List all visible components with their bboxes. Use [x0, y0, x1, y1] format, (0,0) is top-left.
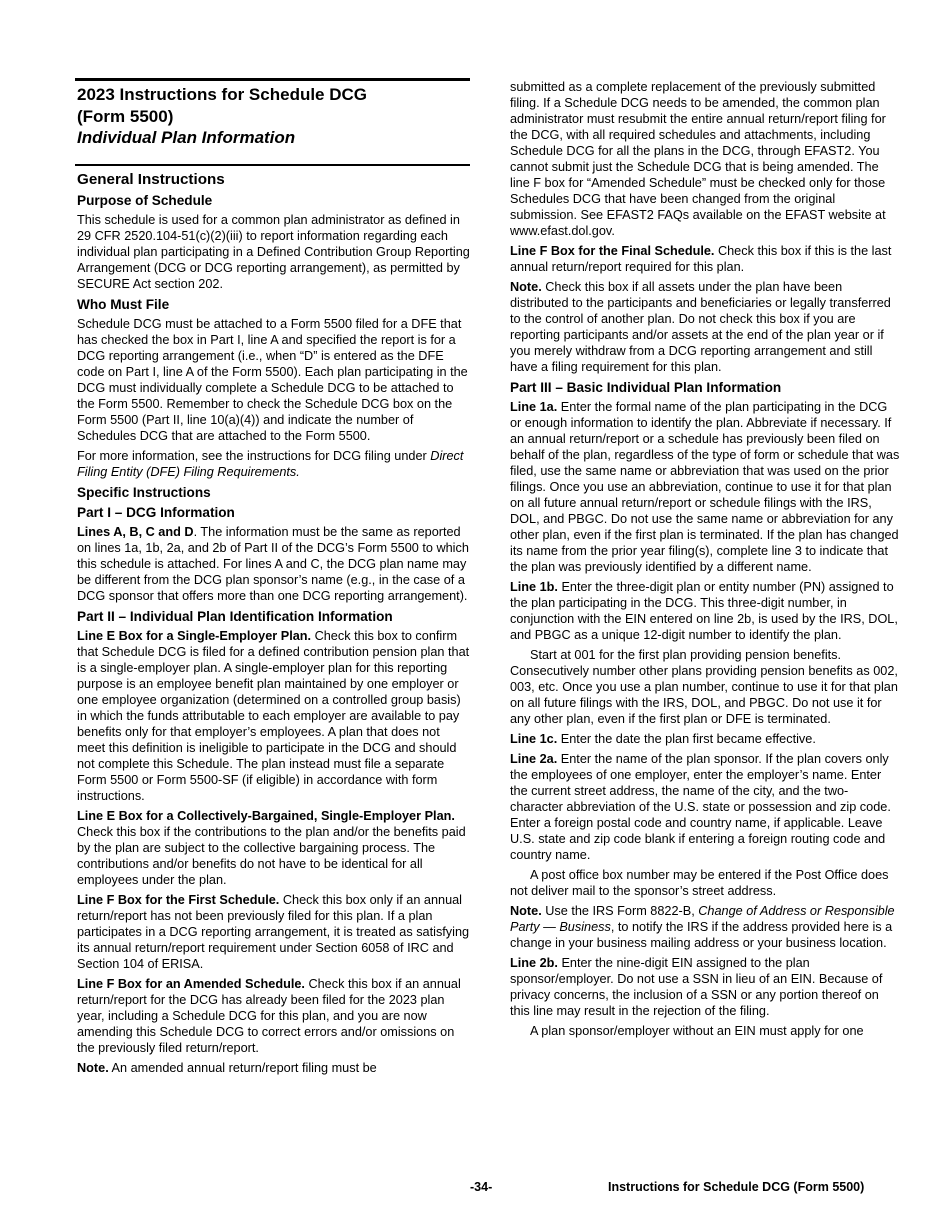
line-f-final-label: Line F Box for the Final Schedule.: [510, 244, 715, 258]
lines-abcd-text: . The information must be the same as reported on lines 1a, 1b, 2a, and 2b of Part II of the DCG’s Form 5500 to which this schedule is attached. For lines A and C, the DCG plan name may be different from the DCG plan sponsor’s name (e.g., in the case of a DCG sponsor that offers more than one DCG reporting arrangement).: [77, 525, 469, 603]
line-e-single-text: Check this box to confirm that Schedule DCG is filed for a defined contribution pension plan that is a single-employer plan. A single-employer plan for this reporting purpose is an employee benefit plan maintained by one employer or one employee organization (determined on a controlled group basis) in which the funds attributable to each employer are available to pay benefits only for that employer’s employees. A plan that does not meet this definition is ineligible to participate in the DCG and should not complete this Schedule. The plan instead must file a separate Form 5500 or Form 5500-SF (if eligible) in accordance with form instructions.: [77, 629, 470, 803]
left-column: [77, 170, 470, 1080]
line-1b-continuation: Start at 001 for the first plan providing pension benefits. Consecutively number other plans providing pension benefits as 002, 003, etc. Once you use a plan number, continue to use it for that plan on all future filings with the IRS, DOL, and PBGC. Do not use it for any other plan, even if the first plan or DFE is terminated.: [510, 648, 898, 726]
purpose-heading: Purpose of Schedule: [77, 193, 213, 208]
right-column: [510, 79, 900, 1043]
line-1c-text: Enter the date the plan first became effective.: [557, 732, 816, 746]
part3-heading: Part III – Basic Individual Plan Information: [510, 380, 782, 395]
line-e-single-paragraph: [77, 628, 470, 804]
line-1b-text: Enter the three-digit plan or entity number (PN) assigned to the plan participating in the DCG. This three-digit number, in conjunction with the EIN entered on line 2b, is used by the IRS, DOL, and PBGC as a unique 12-digit number to identify the plan.: [510, 580, 898, 642]
more-info-paragraph: [77, 448, 470, 480]
line-1c-label: Line 1c.: [510, 732, 558, 746]
line-f-amended-paragraph: [77, 976, 470, 1056]
line-f-amended-label: Line F Box for an Amended Schedule.: [77, 977, 305, 991]
note1-paragraph: [77, 1060, 470, 1076]
page-title: [77, 84, 470, 149]
note3-post: , to notify the IRS if the address provided here is a change in your business mailing address or your business location.: [510, 920, 893, 950]
line-e-cb-text: Check this box if the contributions to the plan and/or the benefits paid by the plan are subject to the collective bargaining process. The contributions and/or benefits do not have to be identical for all employees under the plan.: [77, 825, 466, 887]
more-info-text: For more information, see the instructions for DCG filing under: [77, 449, 427, 463]
title-rule-top: [75, 78, 470, 81]
note3-pre: Use the IRS Form 8822-B,: [541, 904, 699, 918]
line-f-first-paragraph: [77, 892, 470, 972]
line-1c-paragraph: [510, 731, 900, 747]
note1-label: Note.: [77, 1061, 109, 1075]
title-rule-bottom: [75, 164, 470, 166]
line-2a-paragraph: [510, 751, 900, 863]
note3-italic: Change of Address or Responsible Party — Business: [510, 904, 895, 934]
line-f-first-label: Line F Box for the First Schedule.: [77, 893, 280, 907]
title-subtitle: Individual Plan Information: [77, 128, 296, 147]
part2-heading: Part II – Individual Plan Identification Information: [77, 609, 393, 624]
title-line2: (Form 5500): [77, 106, 174, 126]
line-e-cb-label: Line E Box for a Collectively-Bargained, Single-Employer Plan.: [77, 809, 455, 823]
note3-paragraph: [510, 903, 900, 951]
line-2b-label: Line 2b.: [510, 956, 558, 970]
line-2b-paragraph: [510, 955, 900, 1019]
lines-abcd-paragraph: [77, 524, 470, 604]
who-must-file-heading: Who Must File: [77, 297, 170, 312]
part1-heading: Part I – DCG Information: [77, 505, 235, 520]
who-must-file-text: Schedule DCG must be attached to a Form 5500 filed for a DFE that has checked the box in Part I, line A and specified the report is for a DCG reporting arrangement (i.e., when “D” is entered as the DFE code on Part I, line A of the Form 5500). Each plan participating in the DCG must individually complete a Schedule DCG to be attached to the Form 5500. Remember to check the Schedule DCG box on the Form 5500 (Part II, line 10(a)(4)) and indicate the number of Schedules DCG that are attached to the Form 5500.: [77, 317, 468, 443]
amended-continuation-text: submitted as a complete replacement of the previously submitted filing. If a Schedule DCG needs to be amended, the common plan administrator must resubmit the entire annual return/report filing for the DCG, with all required schedules and attachments, including Schedule DCG for all the plans in the DCG, through EFAST2. You cannot submit just the Schedule DCG that is being amended. The line F box for “Amended Schedule” must be checked only for those Schedules DCG that have been changed from the original submission. See EFAST2 FAQs available on the EFAST website at www.efast.dol.gov.: [510, 80, 886, 238]
line-2a-label: Line 2a.: [510, 752, 558, 766]
line-f-amended-text: Check this box if an annual return/report for the DCG has already been filed for the 2023 plan year, including a Schedule DCG for this plan, and you are now amending this Schedule DCG to correct errors and/or omissions on the previously filed return/report.: [77, 977, 461, 1055]
purpose-text: This schedule is used for a common plan administrator as defined in 29 CFR 2520.104-51(c)(2)(iii) to report information regarding each individual plan participating in a Defined Contribution Group Reporting Arrangement (DCG or DCG reporting arrangement), as permitted by SECURE Act section 202.: [77, 213, 470, 291]
line-2b-continuation: A plan sponsor/employer without an EIN must apply for one: [530, 1024, 864, 1038]
line-1a-paragraph: [510, 399, 900, 575]
title-line1: 2023 Instructions for Schedule DCG: [77, 85, 368, 104]
line-1a-text: Enter the formal name of the plan participating in the DCG or enough information to identify the plan. Abbreviate if necessary. If an annual return/report or a schedule has previously been filed on behalf of the plan, regardless of the type of form or schedule that was filed, use the same name or abbreviation that was used on the prior filings. Once you use an abbreviation, continue to use it for that plan on all future annual return/report or schedule filings with the IRS, DOL, and PBGC. Do not use the same name or abbreviation for any other plan, even if the first plan is terminated. If the plan has changed its name from the prior year filing(s), complete line 3 to indicate that the plan was previously identified by a different name.: [510, 400, 900, 574]
line-2b-text: Enter the nine-digit EIN assigned to the plan sponsor/employer. Do not use a SSN in lieu of an EIN. Because of privacy concerns, the inclusion of a SSN or any portion thereof on this line may result in the rejection of the filing.: [510, 956, 883, 1018]
general-instructions-heading: General Instructions: [77, 171, 225, 188]
page-number: -34-: [470, 1180, 493, 1194]
line-1b-label: Line 1b.: [510, 580, 558, 594]
note2-text: Check this box if all assets under the plan have been distributed to the participants and beneficiaries or legally transferred to the control of another plan. Do not check this box if you are reporting participants and/or assets at the end of the plan year or if you merely withdraw from a DCG reporting arrangement and still have a filing requirement for this plan.: [510, 280, 891, 374]
note3-label: Note.: [510, 904, 542, 918]
specific-instructions-heading: Specific Instructions: [77, 485, 211, 500]
line-1b-paragraph: [510, 579, 900, 643]
lines-abcd-label: Lines A, B, C and D: [77, 525, 194, 539]
line-e-single-label: Line E Box for a Single-Employer Plan.: [77, 629, 312, 643]
line-f-first-text: Check this box only if an annual return/report has not been previously filed for this plan. If a plan participates in a DCG reporting arrangement, it is treated as satisfying its annual return/report requirement under Section 6058 of IRC and Section 104 of ERISA.: [77, 893, 470, 971]
line-e-cb-paragraph: [77, 808, 470, 888]
note2-label: Note.: [510, 280, 542, 294]
note2-paragraph: [510, 279, 900, 375]
line-1a-label: Line 1a.: [510, 400, 558, 414]
footer-doc-title: Instructions for Schedule DCG (Form 5500): [608, 1180, 865, 1194]
line-f-final-paragraph: [510, 243, 900, 275]
line-f-final-text: Check this box if this is the last annual return/report required for this plan.: [510, 244, 892, 274]
line-2a-text: Enter the name of the plan sponsor. If the plan covers only the employees of one employer, enter the employer’s name. Enter the current street address, the name of the city, and the two-character abbreviation of the U.S. state or possession and zip code. Enter a foreign postal code and country name, if applicable. Leave U.S. state and zip code blank if entering a foreign routing code and country name.: [510, 752, 891, 862]
more-info-italic: Direct Filing Entity (DFE) Filing Requirements.: [77, 449, 464, 479]
note1-text: An amended annual return/report filing must be: [108, 1061, 377, 1075]
po-box-paragraph: A post office box number may be entered if the Post Office does not deliver mail to the sponsor’s street address.: [510, 868, 889, 898]
